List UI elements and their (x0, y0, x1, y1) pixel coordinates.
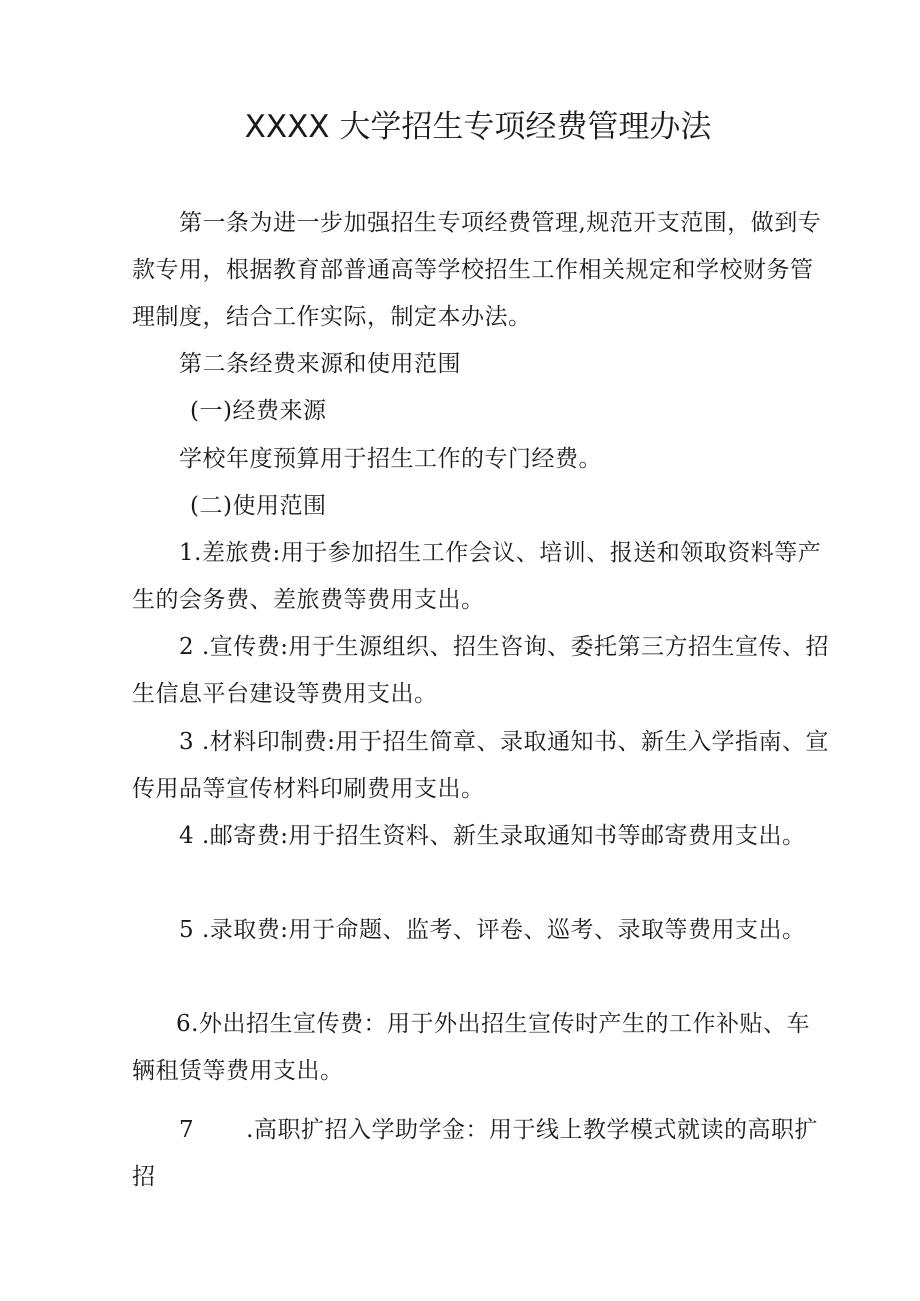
item-4-paragraph: 4 .邮寄费:用于招生资料、新生录取通知书等邮寄费用支出。 (179, 823, 806, 849)
item-1-paragraph: 1.差旅费:用于参加招生工作会议、培训、报送和领取资料等产生的会务费、差旅费等费用支出。 (132, 540, 822, 613)
article-1-paragraph: 第一条为进一步加强招生专项经费管理,规范开支范围，做到专款专用，根据教育部普通高等学校招生工作相关规定和学校财务管理制度，结合工作实际，制定本办法。 (132, 210, 822, 330)
item-6-paragraph: 6.外出招生宣传费：用于外出招生宣传时产生的工作补贴、车辆租赁等费用支出。 (132, 1011, 810, 1084)
article-2-heading: 第二条经费来源和使用范围 (179, 351, 461, 377)
item-2-paragraph: 2 .宣传费:用于生源组织、招生咨询、委托第三方招生宣传、招生信息平台建设等费用支出。 (132, 634, 830, 707)
section-1-body: 学校年度预算用于招生工作的专门经费。 (179, 446, 602, 472)
item-7-text: .高职扩招入学助学金：用于线上教学模式就读的高职扩招 (132, 1117, 818, 1190)
item-3-paragraph: 3 .材料印制费:用于招生简章、录取通知书、新生入学指南、宣传用品等宣传材料印刷费用支出。 (132, 729, 830, 802)
section-2-heading: (二)使用范围 (190, 493, 327, 519)
item-7-number: 7 (179, 1117, 195, 1143)
document-title: XXXX 大学招生专项经费管理办法 (244, 109, 712, 145)
item-5-paragraph: 5 .录取费:用于命题、监考、评卷、巡考、录取等费用支出。 (179, 917, 806, 943)
item-7-paragraph (132, 1107, 832, 1201)
section-1-heading: (一)经费来源 (190, 398, 327, 424)
